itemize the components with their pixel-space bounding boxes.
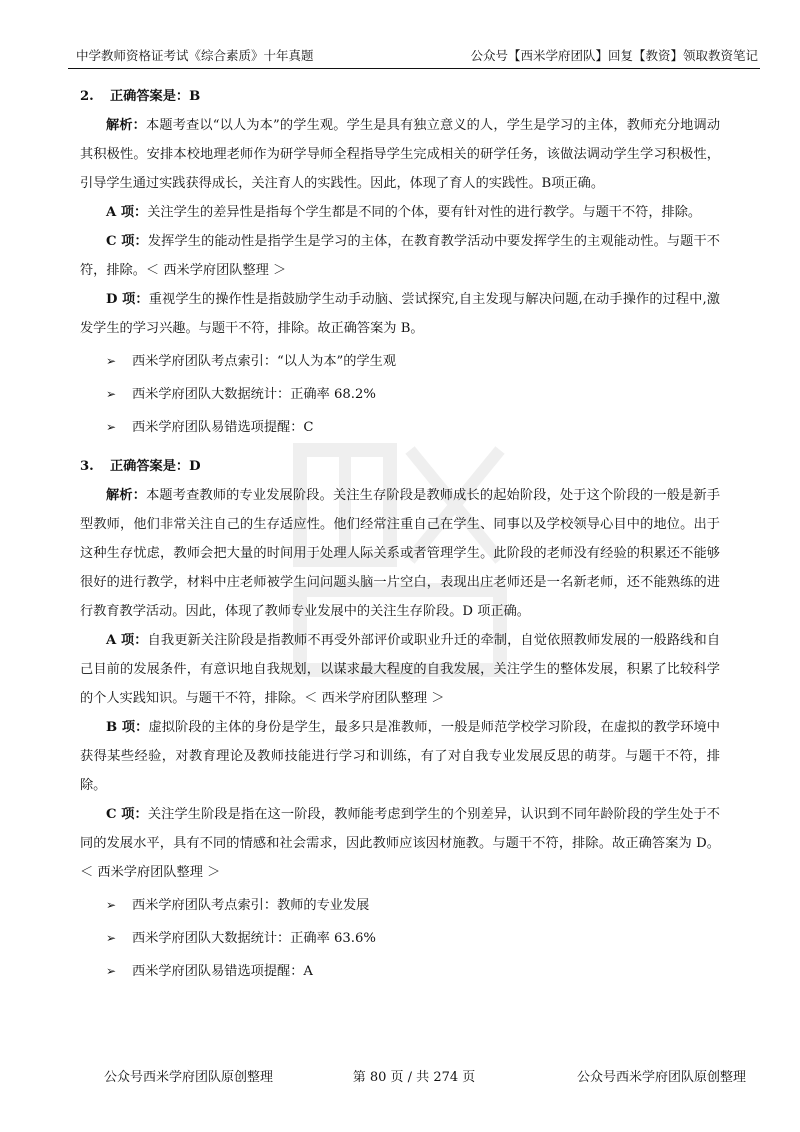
arrow-icon: ➢ bbox=[106, 420, 117, 434]
q2-option-a bbox=[80, 198, 720, 227]
q3-a-label: A 项： bbox=[106, 633, 148, 648]
q2-analysis-text: 本题考查以“以人为本”的学生观。学生是具有独立意义的人，学生是学习的主体，教师充分地调动其积极性。安排本校地理老师作为研学导师全程指导学生完成相关的研学任务，该做法调动学生学习积极性，引导学生通过实践获得成长，关注育人的实践性。因此，体现了育人的实践性。B项正确。 bbox=[80, 118, 721, 191]
q3-answer: 正确答案是：D bbox=[110, 459, 201, 474]
q2-a-text: 关注学生的差异性是指每个学生都是不同的个体，要有针对性的进行教学。与题干不符，排除。 bbox=[147, 205, 702, 220]
q3-analysis bbox=[80, 481, 720, 626]
q3-analysis-text: 本题考查教师的专业发展阶段。关注生存阶段是教师成长的起始阶段，处于这个阶段的一般是新手型教师，他们非常关注自己的生存适应性。他们经常注重自己在学生、同事以及学校领导心目中的地位。出于这种生存忧虑，教师会把大量的时间用于处理人际关系或者管理学生。此阶段的老师没有经验的积累还不能够很好的进行教学，材料中庄老师被学生问问题头脑一片空白，表现出庄老师还是一名新老师，还不能熟练的进行教育教学活动。因此，体现了教师专业发展中的关注生存阶段。D 项正确。 bbox=[80, 488, 721, 619]
q3-number: 3. bbox=[80, 459, 94, 474]
arrow-icon: ➢ bbox=[106, 354, 117, 368]
q2-analysis-label: 解析： bbox=[106, 118, 147, 133]
q2-option-d bbox=[80, 285, 720, 343]
q2-answer: 正确答案是：B bbox=[110, 89, 201, 104]
q2-analysis bbox=[80, 111, 720, 198]
list-item bbox=[80, 957, 720, 986]
q3-c-label: C 项： bbox=[106, 807, 148, 822]
page-number: 第 80 页 / 共 274 页 bbox=[352, 1070, 476, 1085]
q2-bullet-list bbox=[80, 347, 720, 442]
list-item bbox=[80, 347, 720, 376]
header-title: 中学教师资格证考试《综合素质》十年真题 bbox=[76, 48, 314, 63]
q3-a-text: 自我更新关注阶段是指教师不再受外部评价或职业升迁的牵制，自觉依照教师发展的一般路线和自己目前的发展条件，有意识地自我规划，以谋求最大程度的自我发展，关注学生的整体发展，积累了比较科学的个人实践知识。与题干不符，排除。＜ 西米学府团队整理 ＞ bbox=[80, 633, 721, 706]
arrow-icon: ➢ bbox=[106, 964, 117, 978]
q3-bullet-text: 西米学府团队易错选项提醒：A bbox=[132, 964, 313, 979]
q2-bullet-text: 西米学府团队大数据统计：正确率 68.2% bbox=[132, 387, 376, 402]
q2-answer-heading bbox=[80, 82, 720, 111]
list-item bbox=[80, 380, 720, 409]
arrow-icon: ➢ bbox=[106, 387, 117, 401]
list-item bbox=[80, 413, 720, 442]
q3-answer-heading bbox=[80, 452, 720, 481]
q3-b-label: B 项： bbox=[106, 720, 149, 735]
q2-bullet-text: 西米学府团队易错选项提醒：C bbox=[132, 420, 314, 435]
q2-d-label: D 项： bbox=[106, 292, 149, 307]
q3-bullet-text: 西米学府团队大数据统计：正确率 63.6% bbox=[132, 931, 376, 946]
list-item bbox=[80, 891, 720, 920]
document-body bbox=[80, 82, 720, 990]
header-promo: 公众号【西米学府团队】回复【教资】领取教资笔记 bbox=[470, 48, 758, 63]
page-header bbox=[68, 38, 760, 69]
q3-option-a bbox=[80, 626, 720, 713]
q2-bullet-text: 西米学府团队考点索引：“以人为本”的学生观 bbox=[132, 354, 397, 369]
footer-right: 公众号西米学府团队原创整理 bbox=[576, 1070, 746, 1085]
q3-b-text: 虚拟阶段的主体的身份是学生，最多只是准教师，一般是师范学校学习阶段，在虚拟的教学环境中获得某些经验，对教育理论及教师技能进行学习和训练，有了对自我专业发展反思的萌芽。与题干不符，排除。 bbox=[80, 720, 720, 793]
q2-c-label: C 项： bbox=[106, 234, 148, 249]
q2-c-text: 发挥学生的能动性是指学生是学习的主体，在教育教学活动中要发挥学生的主观能动性。与题干不符，排除。＜ 西米学府团队整理 ＞ bbox=[80, 234, 720, 278]
q3-c-text: 关注学生阶段是指在这一阶段，教师能考虑到学生的个别差异，认识到不同年龄阶段的学生处于不同的发展水平，具有不同的情感和社会需求，因此教师应该因材施教。与题干不符，排除。故正确答案为 D。＜ 西米学府团队整理 ＞ bbox=[80, 807, 720, 880]
footer-left: 公众号西米学府团队原创整理 bbox=[104, 1070, 274, 1085]
arrow-icon: ➢ bbox=[106, 931, 117, 945]
q3-bullet-list bbox=[80, 891, 720, 986]
arrow-icon: ➢ bbox=[106, 898, 117, 912]
q3-bullet-text: 西米学府团队考点索引：教师的专业发展 bbox=[132, 898, 370, 913]
q3-analysis-label: 解析： bbox=[106, 488, 147, 503]
q3-option-b bbox=[80, 713, 720, 800]
q2-number: 2. bbox=[80, 89, 94, 104]
q3-option-c bbox=[80, 800, 720, 887]
q2-d-text: 重视学生的操作性是指鼓励学生动手动脑、尝试探究,自主发现与解决问题,在动手操作的过程中,激发学生的学习兴趣。与题干不符，排除。故正确答案为 B。 bbox=[80, 292, 720, 336]
list-item bbox=[80, 924, 720, 953]
q2-a-label: A 项： bbox=[106, 205, 148, 220]
q2-option-c bbox=[80, 227, 720, 285]
